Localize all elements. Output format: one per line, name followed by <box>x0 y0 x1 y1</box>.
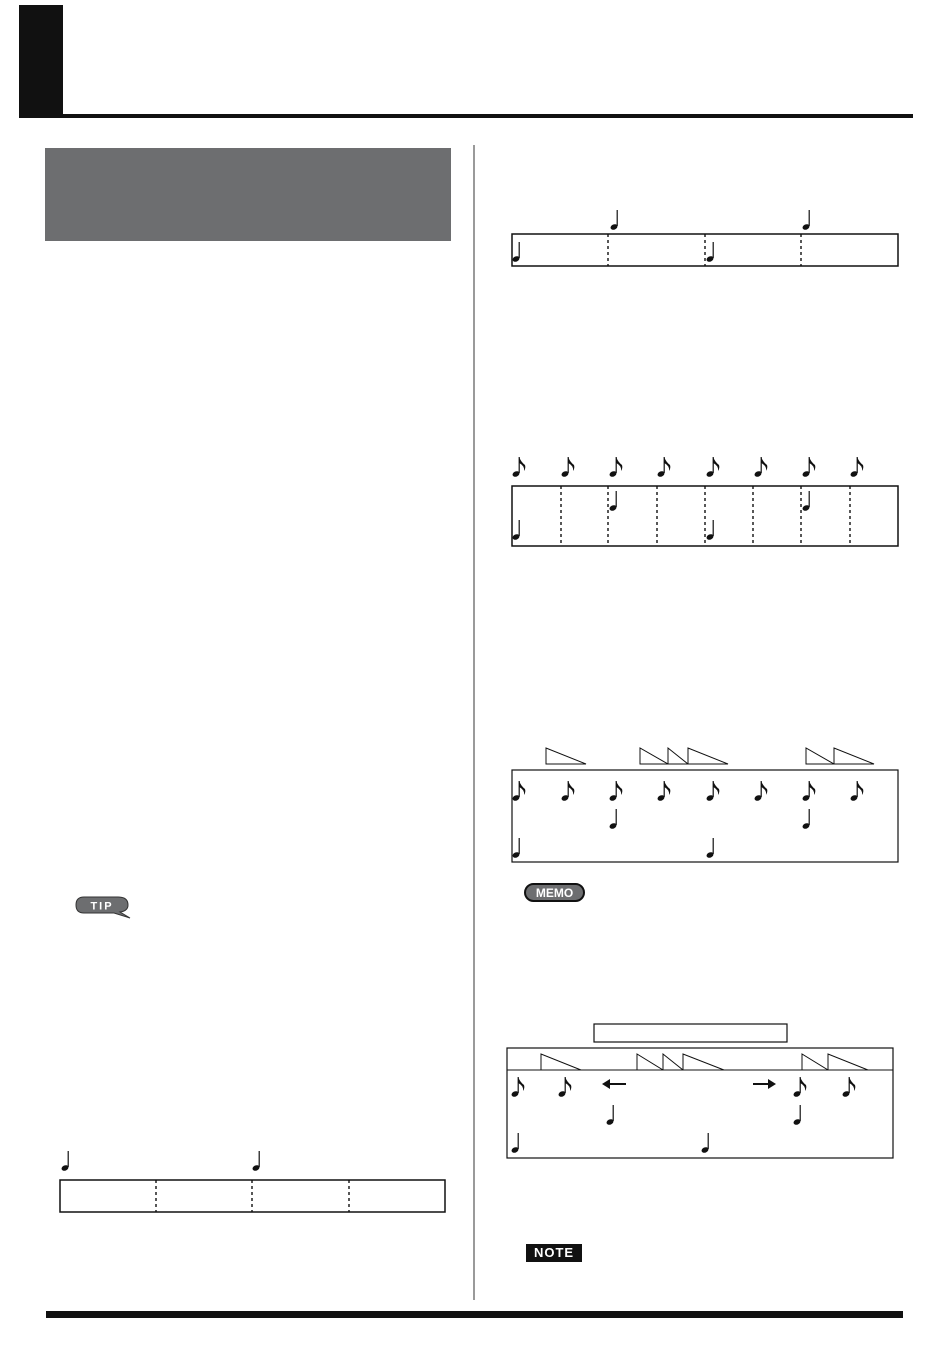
eighth-note-grid-with-decay <box>512 748 898 862</box>
memo-label: MEMO <box>535 886 574 900</box>
note-badge: NOTE <box>526 1244 582 1262</box>
eighth-note-grid <box>512 457 898 546</box>
quarter-note-beat-grid-with-kick <box>512 210 898 266</box>
eighth-note-grid-time-stretch <box>507 1024 893 1158</box>
quarter-note-beat-grid <box>60 1151 445 1212</box>
tip-label: TIP <box>90 900 114 913</box>
